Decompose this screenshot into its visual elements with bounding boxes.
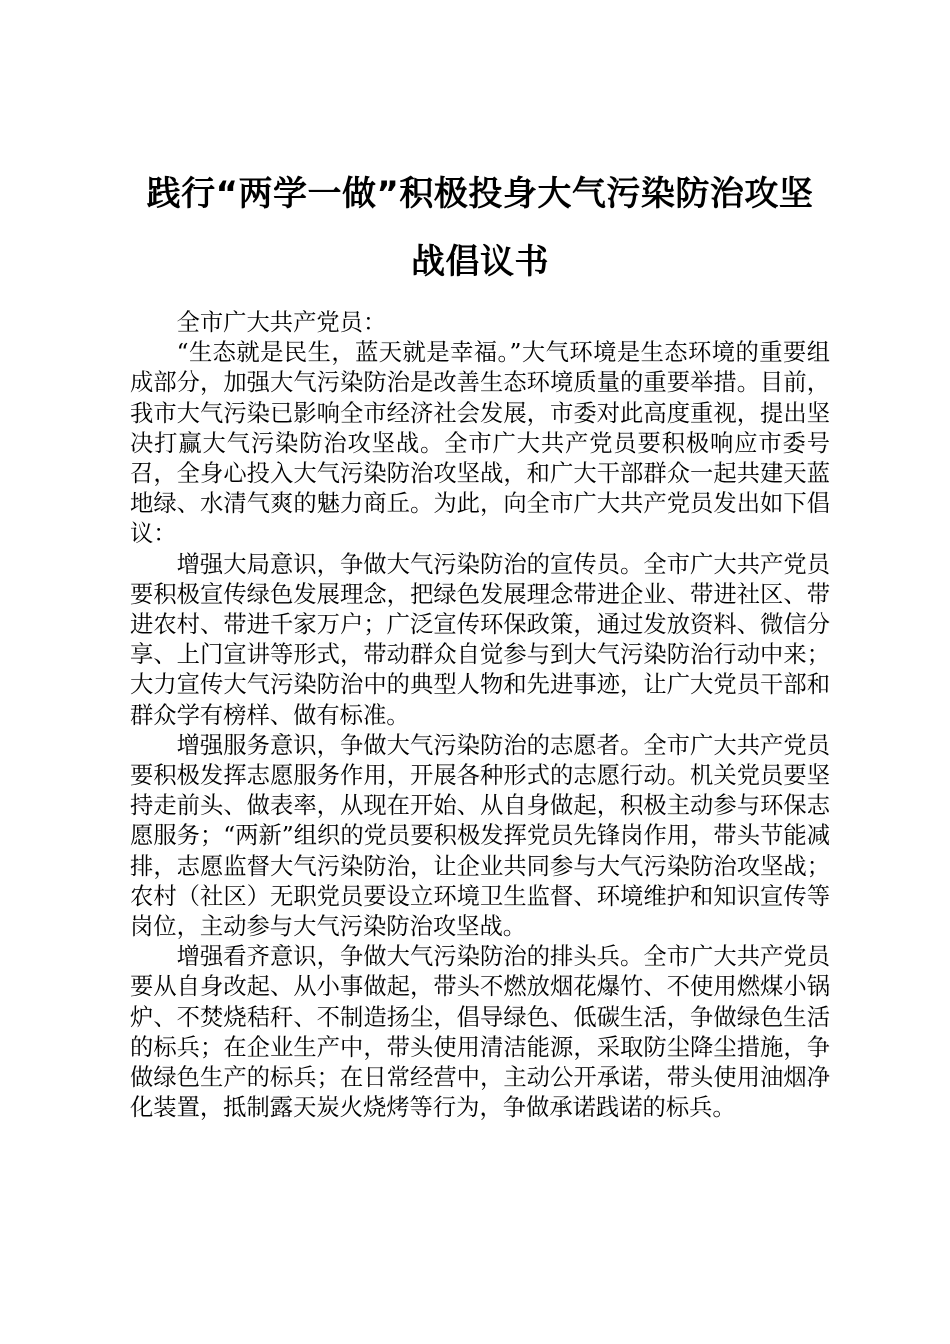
title-line-2: 战倡议书 [411, 242, 549, 282]
salutation: 全市广大共产党员： [176, 309, 387, 336]
document-page [130, 0, 830, 1123]
paragraph-intro: “生态就是民生，蓝天就是幸福。”大气环境是生态环境的重要组成部分，加强大气污染防治是改善生态环境质量的重要举措。目前，我市大气污染已影响全市经济社会发展，市委对此高度重视，提出坚决打赢大气污染防治攻坚战。全市广大共产党员要积极响应市委号召，全身心投入大气污染防治攻坚战，和广大干部群众一起共建天蓝地绿、水清气爽的魅力商丘。为此，向全市广大共产党员发出如下倡议： [130, 339, 830, 548]
paragraph-volunteer: 增强服务意识，争做大气污染防治的志愿者。全市广大共产党员要积极发挥志愿服务作用，开展各种形式的志愿行动。机关党员要坚持走前头、做表率，从现在开始、从自身做起，积极主动参与环保志愿服务；“两新”组织的党员要积极发挥党员先锋岗作用，带头节能减排，志愿监督大气污染防治，让企业共同参与大气污染防治攻坚战；农村（社区）无职党员要设立环境卫生监督、环境维护和知识宣传等岗位，主动参与大气污染防治攻坚战。 [130, 731, 830, 941]
paragraph-publicity: 增强大局意识，争做大气污染防治的宣传员。全市广大共产党员要积极宣传绿色发展理念，把绿色发展理念带进企业、带进社区、带进农村、带进千家万户；广泛宣传环保政策，通过发放资料、微信分享、上门宣讲等形式，带动群众自觉参与到大气污染防治行动中来；大力宣传大气污染防治中的典型人物和先进事迹，让广大党员干部和群众学有榜样、做有标准。 [130, 550, 830, 729]
document-body [130, 308, 830, 1123]
document-title [130, 0, 830, 296]
paragraph-vanguard: 增强看齐意识，争做大气污染防治的排头兵。全市广大共产党员要从自身改起、从小事做起，带头不燃放烟花爆竹、不使用燃煤小锅炉、不焚烧秸秆、不制造扬尘，倡导绿色、低碳生活，争做绿色生活的标兵；在企业生产中，带头使用清洁能源，采取防尘降尘措施，争做绿色生产的标兵；在日常经营中，主动公开承诺，带头使用油烟净化装置，抵制露天炭火烧烤等行为，争做承诺践诺的标兵。 [130, 943, 830, 1122]
title-line-1: 践行“两学一做”积极投身大气污染防治攻坚 [146, 174, 814, 214]
